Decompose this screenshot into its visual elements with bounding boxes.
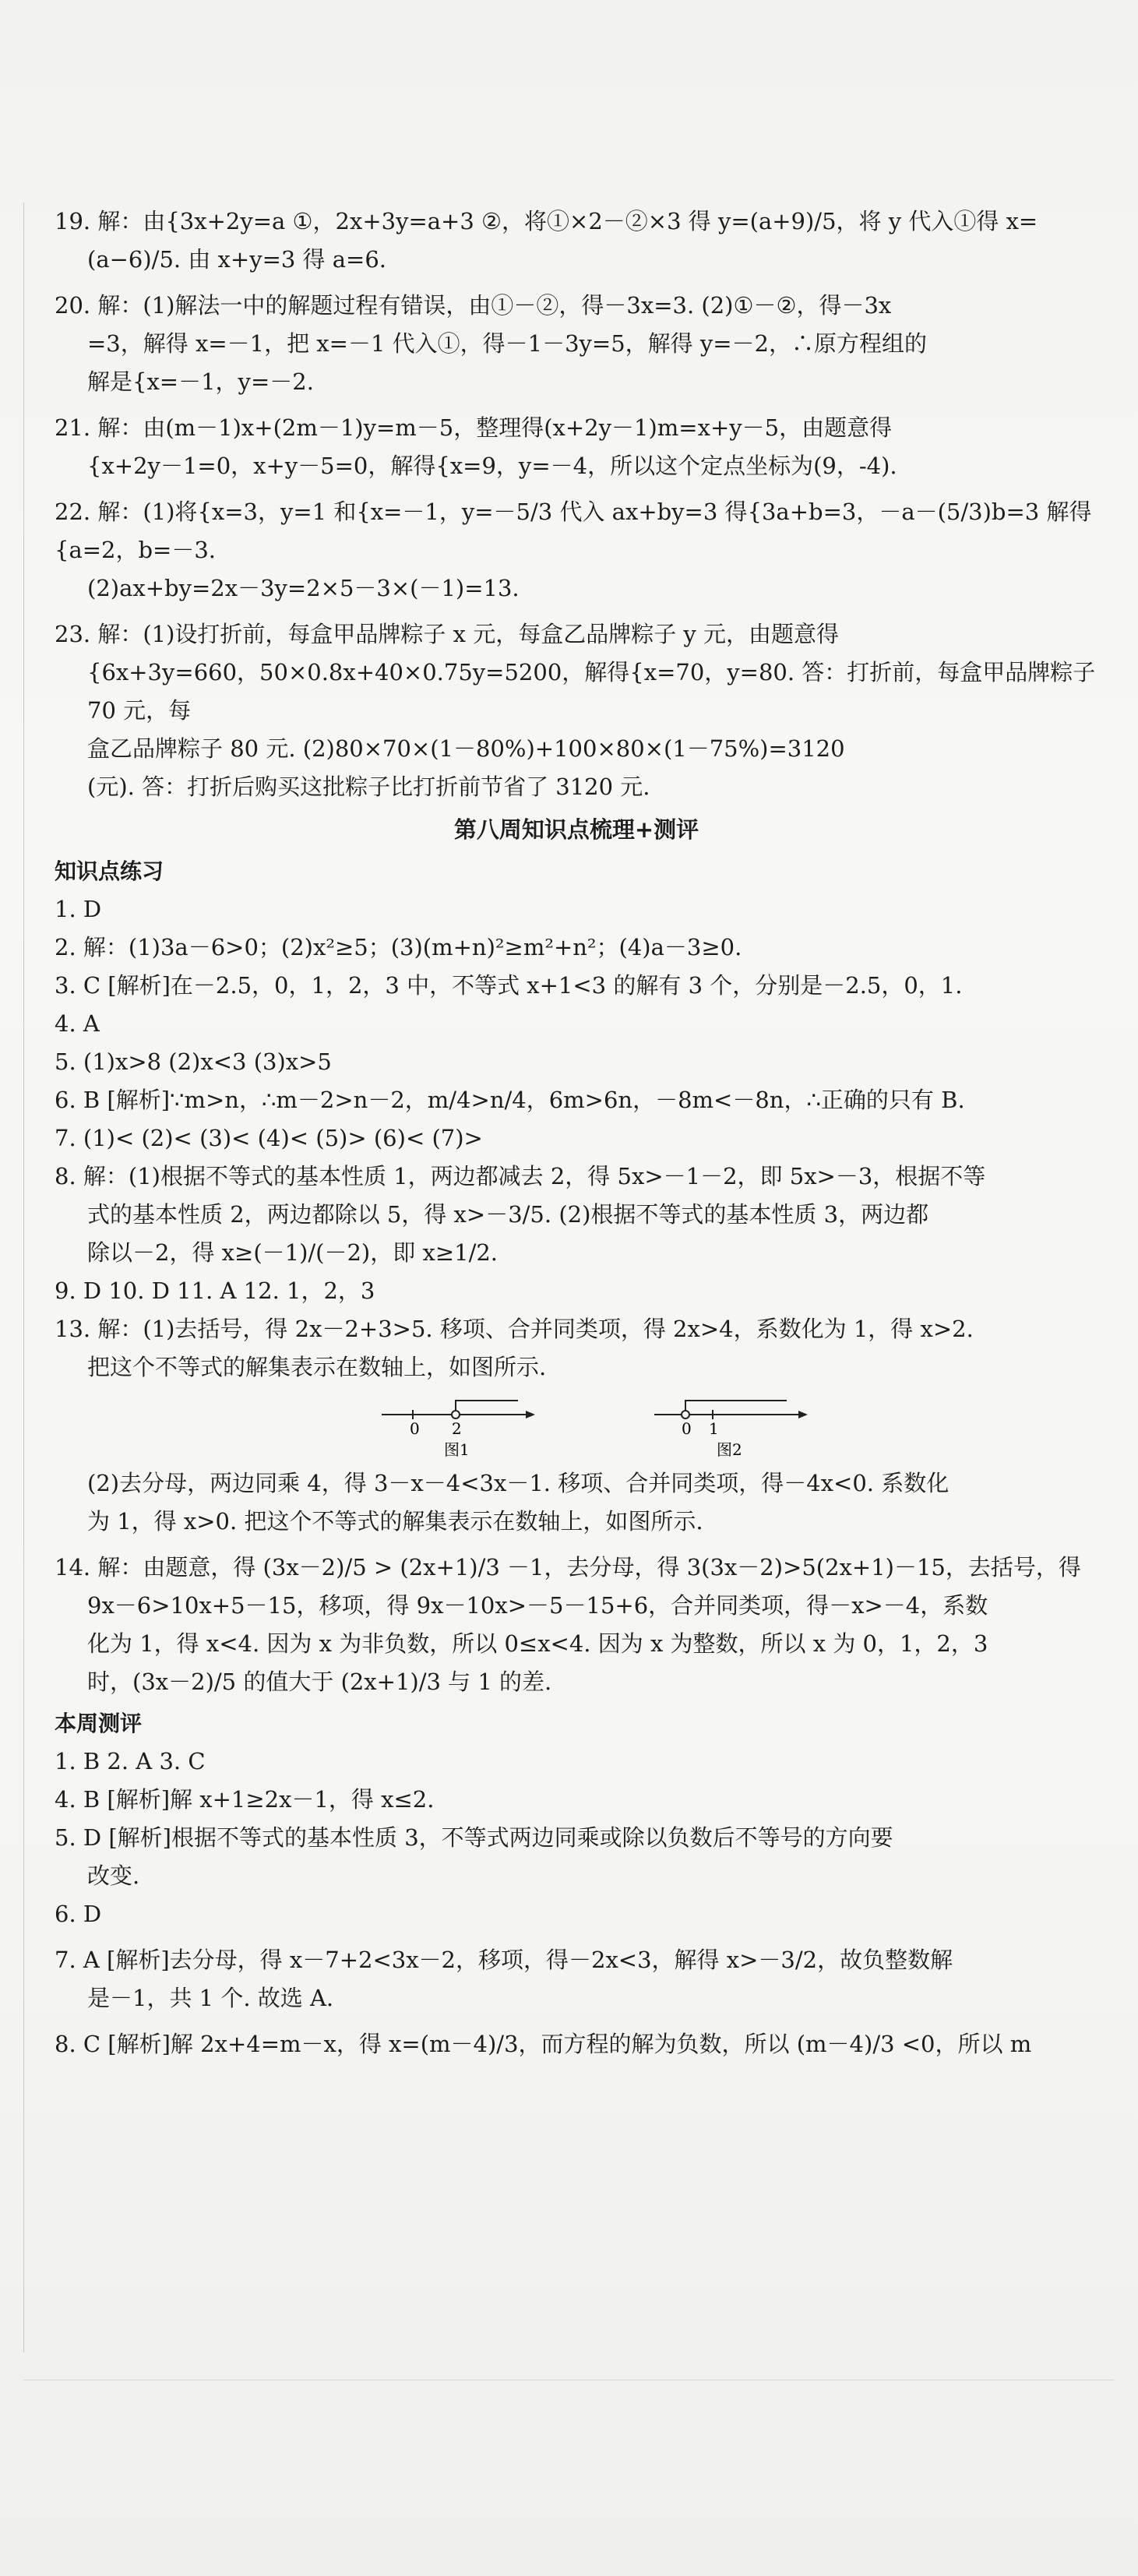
q19-line2: (a−6)/5. 由 x+y=3 得 a=6. [87, 246, 387, 273]
a8-line3: 除以－2，得 x≥(－1)/(－2)，即 x≥1/2. [87, 1239, 499, 1266]
answer-content [55, 195, 1098, 2063]
b5-line2: 改变. [87, 1862, 140, 1889]
a13-line3: (2)去分母，两边同乘 4，得 3－x－4<3x－1. 移项、合并同类项，得－4x<0. 系数化 [87, 1470, 950, 1496]
a8-line2: 式的基本性质 2，两边都除以 5，得 x>－3/5. (2)根据不等式的基本性质 3，两边都 [87, 1201, 929, 1228]
number-line-figures [55, 1391, 1098, 1461]
q20-line2: =3，解得 x=－1，把 x=－1 代入①，得－1－3y=5，解得 y=－2，∴原方程组的 [87, 330, 927, 357]
q23-line1: 23. 解：(1)设打折前，每盒甲品牌粽子 x 元，每盒乙品牌粽子 y 元，由题意得 [55, 621, 840, 647]
fig1-caption: 图1 [444, 1440, 470, 1459]
a14-line4: 时，(3x－2)/5 的值大于 (2x+1)/3 与 1 的差. [87, 1669, 552, 1695]
b6-line: 6. D [55, 1901, 102, 1927]
b7-line1: 7. A [解析]去分母，得 x－7+2<3x－2，移项，得－2x<3，解得 x>－3/2，故负整数解 [55, 1947, 953, 1973]
b7-line2: 是－1，共 1 个. 故选 A. [87, 1985, 334, 2011]
a14-line1: 14. 解：由题意，得 (3x－2)/5 > (2x+1)/3 －1，去分母，得 3(3x－2)>5(2x+1)－15，去括号，得 [55, 1554, 1081, 1580]
section-heading: 第八周知识点梳理+测评 [453, 816, 699, 843]
fig2-tick-0: 0 [682, 1419, 692, 1438]
a5-line: 5. (1)x>8 (2)x<3 (3)x>5 [55, 1048, 332, 1075]
a3-line: 3. C [解析]在－2.5，0，1，2，3 中，不等式 x+1<3 的解有 3 个，分别是－2.5，0，1. [55, 972, 963, 999]
binding-edge-line [23, 203, 24, 2352]
q21-line2: {x+2y－1=0，x+y－5=0，解得{x=9，y=－4，所以这个定点坐标为(9，-4). [87, 453, 897, 479]
a6-line: 6. B [解析]∵m>n，∴m－2>n－2，m/4>n/4，6m>6n，－8m<－8n，∴正确的只有 B. [55, 1087, 965, 1113]
a13-line2: 把这个不等式的解集表示在数轴上，如图所示. [87, 1354, 547, 1380]
subsection-weekly-test: 本周测评 [55, 1711, 143, 1736]
b4-line: 4. B [解析]解 x+1≥2x－1，得 x≤2. [55, 1786, 435, 1813]
q22-line2: (2)ax+by=2x－3y=2×5－3×(－1)=13. [87, 575, 520, 601]
q23-line2: {6x+3y=660，50×0.8x+40×0.75y=5200，解得{x=70，y=80. 答：打折前，每盒甲品牌粽子 70 元，每 [87, 659, 1096, 724]
fig1-tick-2: 2 [452, 1419, 462, 1438]
q22-line1: 22. 解：(1)将{x=3，y=1 和{x=－1，y=－5/3 代入 ax+by=3 得{3a+b=3，－a－(5/3)b=3 解得{a=2，b=－3. [55, 499, 1092, 563]
q20-line1: 20. 解：(1)解法一中的解题过程有错误，由①－②，得－3x=3. (2)①－②，得－3x [55, 292, 892, 319]
a13-line4: 为 1，得 x>0. 把这个不等式的解集表示在数轴上，如图所示. [87, 1508, 703, 1535]
q23-line3: 盒乙品牌粽子 80 元. (2)80×70×(1－80%)+100×80×(1－75%)=3120 [87, 735, 845, 762]
a2-line: 2. 解：(1)3a－6>0；(2)x²≥5；(3)(m+n)²≥m²+n²；(4)a－3≥0. [55, 934, 742, 960]
a9-line: 9. D 10. D 11. A 12. 1，2，3 [55, 1277, 375, 1304]
b8-line: 8. C [解析]解 2x+4=m－x，得 x=(m－4)/3，而方程的解为负数，所以 (m－4)/3 <0，所以 m [55, 2031, 1032, 2057]
q19-line1: 19. 解：由{3x+2y=a ①，2x+3y=a+3 ②，将①×2－②×3 得 y=(a+9)/5，将 y 代入①得 x= [55, 208, 1038, 234]
a7-line: 7. (1)< (2)< (3)< (4)< (5)> (6)< (7)> [55, 1125, 483, 1151]
a14-line2: 9x－6>10x+5－15，移项，得 9x－10x>－5－15+6，合并同类项，得－x>－4，系数 [87, 1592, 988, 1619]
a8-line1: 8. 解：(1)根据不等式的基本性质 1，两边都减去 2，得 5x>－1－2，即 5x>－3，根据不等 [55, 1163, 986, 1189]
b5-line1: 5. D [解析]根据不等式的基本性质 3，不等式两边同乘或除以负数后不等号的方向要 [55, 1824, 893, 1851]
a4-line: 4. A [55, 1010, 100, 1037]
b1-line: 1. B 2. A 3. C [55, 1748, 206, 1774]
a14-line3: 化为 1，得 x<4. 因为 x 为非负数，所以 0≤x<4. 因为 x 为整数，所以 x 为 0，1，2，3 [87, 1630, 988, 1657]
a1-line: 1. D [55, 896, 102, 922]
subsection-practice: 知识点练习 [55, 858, 164, 884]
q23-line4: (元). 答：打折后购买这批粽子比打折前节省了 3120 元. [87, 774, 650, 800]
a13-line1: 13. 解：(1)去括号，得 2x－2+3>5. 移项、合并同类项，得 2x>4，系数化为 1，得 x>2. [55, 1316, 974, 1342]
number-line-figure-2 [654, 1391, 810, 1461]
fig1-tick-0: 0 [410, 1419, 420, 1438]
q20-line3: 解是{x=－1，y=－2. [87, 368, 314, 395]
fig2-caption: 图2 [717, 1440, 742, 1459]
q21-line1: 21. 解：由(m－1)x+(2m－1)y=m－5，整理得(x+2y－1)m=x+y－5，由题意得 [55, 414, 893, 441]
fig2-tick-1: 1 [709, 1419, 719, 1438]
number-line-figure-1 [382, 1391, 537, 1461]
